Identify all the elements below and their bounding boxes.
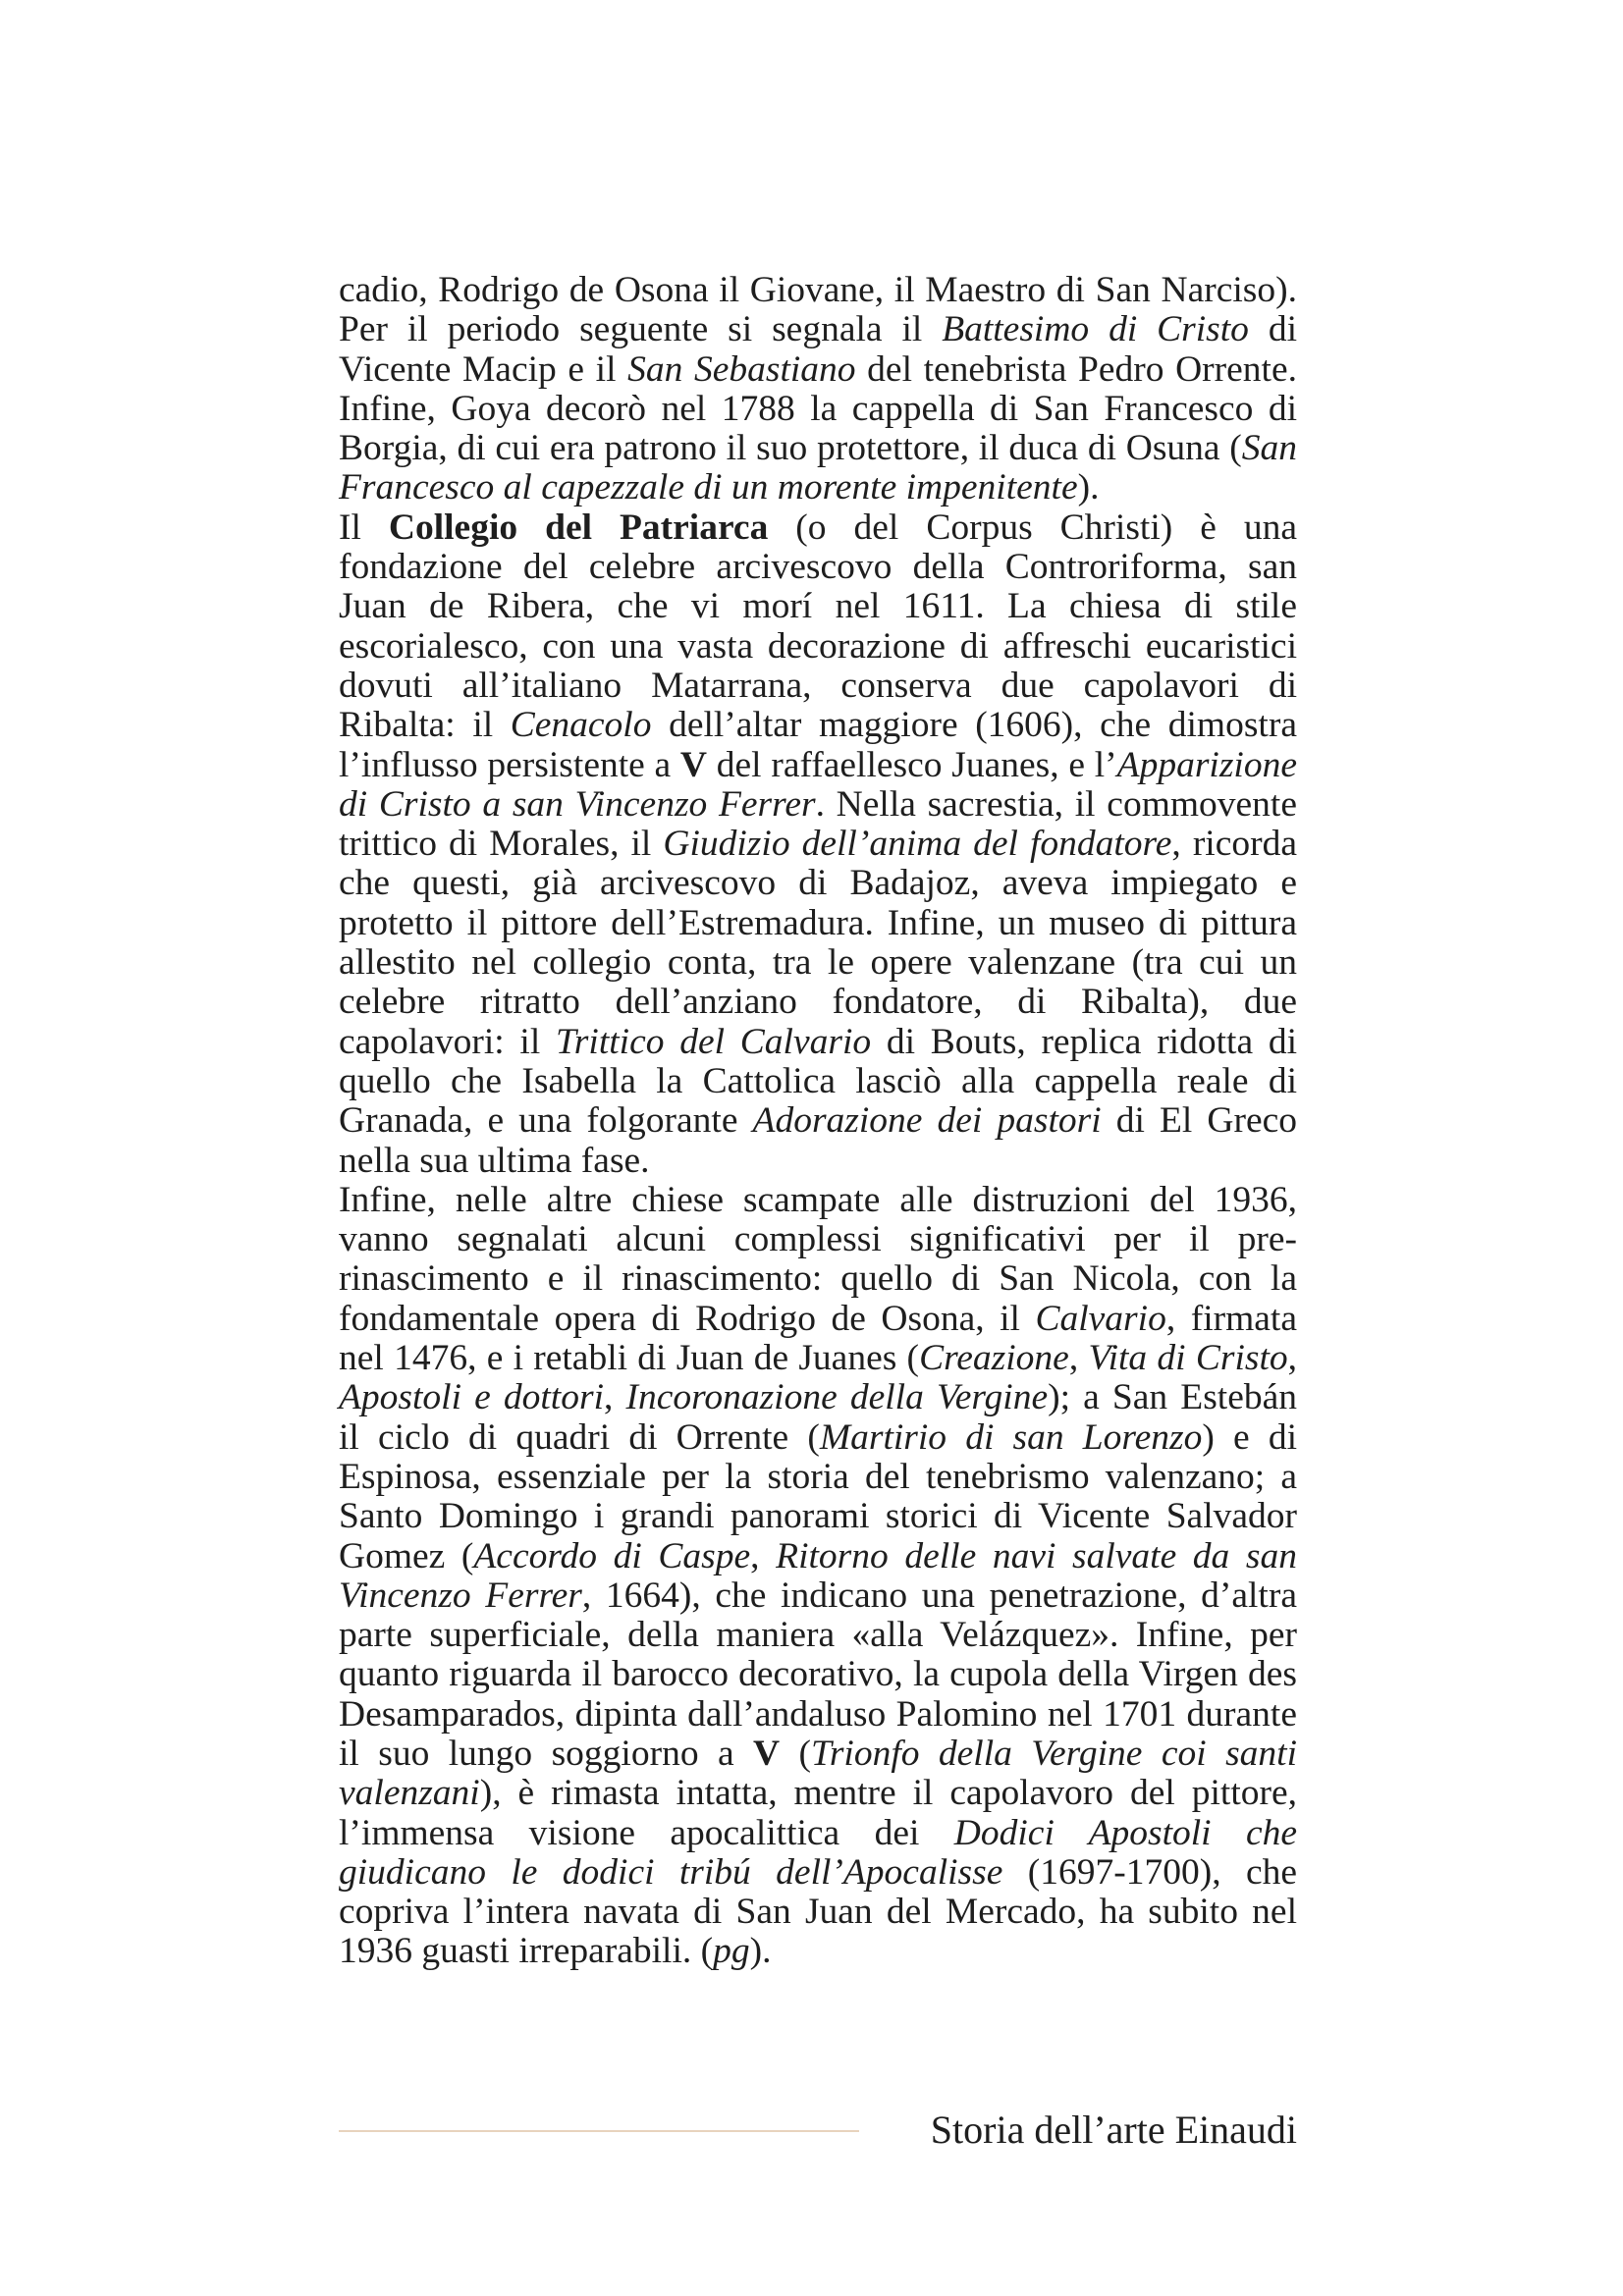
text-run: , xyxy=(750,1535,777,1576)
text-run: , xyxy=(1287,1338,1297,1379)
bold-term: Collegio del Patriarca xyxy=(388,507,769,548)
italic-title: Incoronazione della Vergine xyxy=(625,1377,1049,1418)
text-run: ), è rimasta intatta, mentre il capolavoro del pittore, l’immensa visione apocalittica dei xyxy=(339,1773,1297,1853)
paragraph-3 xyxy=(339,1181,1297,1972)
text-run: (1697-1700), che copriva l’intera navata di San Juan del Mercado, ha subito nel 1936 guasti irreparabili. ( xyxy=(339,1851,1297,1972)
text-run: del raffaellesco Juanes, e l’ xyxy=(707,744,1117,785)
text-run: , xyxy=(1068,1338,1089,1379)
text-run: , xyxy=(604,1377,626,1418)
italic-title: Trittico del Calvario xyxy=(556,1021,872,1062)
italic-title: Vita di Cristo xyxy=(1088,1338,1288,1379)
text-run: ); a San Estebán il ciclo di quadri di Orrente ( xyxy=(339,1377,1297,1458)
text-run: di Vicente Macip e il xyxy=(339,309,1298,390)
italic-title: pg xyxy=(713,1931,750,1972)
paragraph-2 xyxy=(339,508,1297,1181)
italic-title: San Sebastiano xyxy=(627,348,856,390)
text-run: , ricorda che questi, già arcivescovo di Badajoz, aveva impiegato e protetto il pittore dell’Estremadura. Infine, un museo di pittura allestito nel collegio conta, tra le opere valenzane (tra cui un celebre ritratto dell’anziano fondatore, di Ribalta), due capolavori: il xyxy=(339,824,1297,1062)
bold-term: V xyxy=(679,744,708,785)
paragraph-1 xyxy=(339,271,1297,508)
text-run: ( xyxy=(780,1733,812,1774)
text-run: (o del Corpus Christi) è una fondazione del celebre arcivescovo della Controriforma, san Juan de Ribera, che vi morí nel 1611. La chiesa di stile escorialesco, con una vasta decorazione di affreschi eucaristici dovuti all’italiano Matarrana, conserva due capolavori di Ribalta: il xyxy=(339,507,1297,746)
text-run: , 1664), che indicano una penetrazione, d’altra parte superficiale, della maniera «alla Velázquez». Infine, per quanto riguarda il barocco decorativo, la cupola della Virgen des Desamparados, dipinta dall’andaluso Palomino nel 1701 durante il suo lungo soggiorno a xyxy=(339,1575,1297,1774)
italic-title: Apostoli e dottori xyxy=(339,1377,604,1418)
text-run: di Bouts, replica ridotta di quello che Isabella la Cattolica lasciò alla cappella reale di Granada, e una folgorante xyxy=(339,1021,1297,1142)
text-run: Infine, nelle altre chiese scampate alle distruzioni del 1936, vanno segnalati alcuni complessi significativi per il pre-rinascimento e il rinascimento: quello di San Nicola, con la fondamentale opera di Rodrigo de Osona, il xyxy=(339,1179,1297,1339)
footer-rule xyxy=(339,2130,859,2132)
italic-title: Giudizio dell’anima del fondatore xyxy=(663,824,1172,865)
text-run: , firmata nel 1476, e i retabli di Juan de Juanes ( xyxy=(339,1298,1297,1379)
text-run: dell’altar maggiore (1606), che dimostra l’influsso persistente a xyxy=(339,705,1297,785)
text-run: ) e di Espinosa, essenziale per la storia del tenebrismo valenzano; a Santo Domingo i grandi panorami storici di Vicente Salvador Gomez ( xyxy=(339,1416,1297,1576)
text-run: cadio, Rodrigo de Osona il Giovane, il Maestro di San Narciso). Per il periodo seguente si segnala il xyxy=(339,270,1297,350)
italic-title: Battesimo di Cristo xyxy=(942,309,1249,350)
italic-title: Accordo di Caspe xyxy=(473,1535,751,1576)
text-run: . Nella sacrestia, il commovente trittico di Morales, il xyxy=(339,783,1297,865)
text-run: Il xyxy=(339,507,389,548)
text-run: del tenebrista Pedro Orrente. Infine, Goya decorò nel 1788 la cappella di San Francesco di Borgia, di cui era patrono il suo protettore, il duca di Osuna ( xyxy=(339,348,1297,469)
italic-title: Cenacolo xyxy=(510,705,652,746)
italic-title: San Francesco al capezzale di un morente impenitente xyxy=(339,428,1297,508)
page-footer xyxy=(339,2106,1297,2155)
italic-title: Creazione xyxy=(919,1338,1069,1379)
italic-title: Adorazione dei pastori xyxy=(752,1100,1102,1142)
footer-title: Storia dell’arte Einaudi xyxy=(930,2108,1297,2152)
bold-term: V xyxy=(753,1733,781,1774)
text-run: ). xyxy=(1077,467,1100,508)
article-body xyxy=(339,271,1297,1972)
italic-title: Calvario xyxy=(1035,1298,1166,1339)
italic-title: Trionfo della Vergine coi santi valenzani xyxy=(339,1733,1298,1814)
text-run: ). xyxy=(749,1931,772,1972)
italic-title: Martirio di san Lorenzo xyxy=(819,1416,1203,1458)
italic-title: Apparizione di Cristo a san Vincenzo Ferrer xyxy=(339,744,1297,825)
italic-title: Dodici Apostoli che giudicano le dodici tribú dell’Apocalisse xyxy=(339,1812,1297,1893)
italic-title: Ritorno delle navi salvate da san Vincenzo Ferrer xyxy=(339,1535,1298,1616)
text-run: di El Greco nella sua ultima fase. xyxy=(339,1100,1297,1181)
